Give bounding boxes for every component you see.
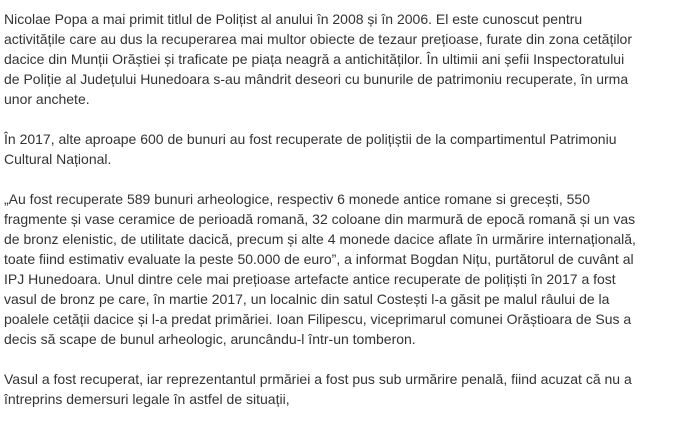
article-paragraph-2017-recoveries: În 2017, alte aproape 600 de bunuri au fost recuperate de polițiștii de la compartimentul Patrimoniu Cultural Național. xyxy=(4,131,617,167)
article-body xyxy=(4,9,673,429)
article-paragraph-quote: „Au fost recuperate 589 bunuri arheologice, respectiv 6 monede antice romane si grecești, 550 fragmente și vase ceramice de perioadă romană, 32 coloane din marmură de epocă romană și un vas de bronz elenistic, de utilitate dacică, precum și alte 4 monede dacice aflate în urmărire internațională, toate fiind estimativ evaluate la peste 50.000 de euro”, a informat Bogdan Nițu, purtătorul de cuvânt al IPJ Hunedoara. Unul dintre cele mai prețioase artefacte antice recuperate de polițiști în 2017 a fost vasul de bronz pe care, în martie 2017, un localnic din satul Costești l-a găsit pe malul râului de la poalele cetății dacice și l-a predat primăriei. Ioan Filipescu, viceprimarul comunei Orăștioara de Sus a decis să scape de bunul arheologic, aruncându-l într-un tomberon. xyxy=(4,191,636,347)
article-paragraph-vessel-recovered: Vasul a fost recuperat, iar reprezentantul prmăriei a fost pus sub urmărire penală, fiind acuzat că nu a întreprins demersuri legale în astfel de situații, xyxy=(4,371,632,407)
article-paragraph-popa-award: Nicolae Popa a mai primit titlul de Polițist al anului în 2008 și în 2006. El este cunoscut pentru activitățile care au dus la recuperarea mai multor obiecte de tezaur prețioase, furate din zona cetăților dacice din Munții Orăștiei și traficate pe piața neagră a antichităților. În ultimii ani șefii Inspectoratului de Poliție al Județului Hunedoara s-au mândrit deseori cu bunurile de patrimoniu recuperate, în urma unor anchete. xyxy=(4,11,633,107)
